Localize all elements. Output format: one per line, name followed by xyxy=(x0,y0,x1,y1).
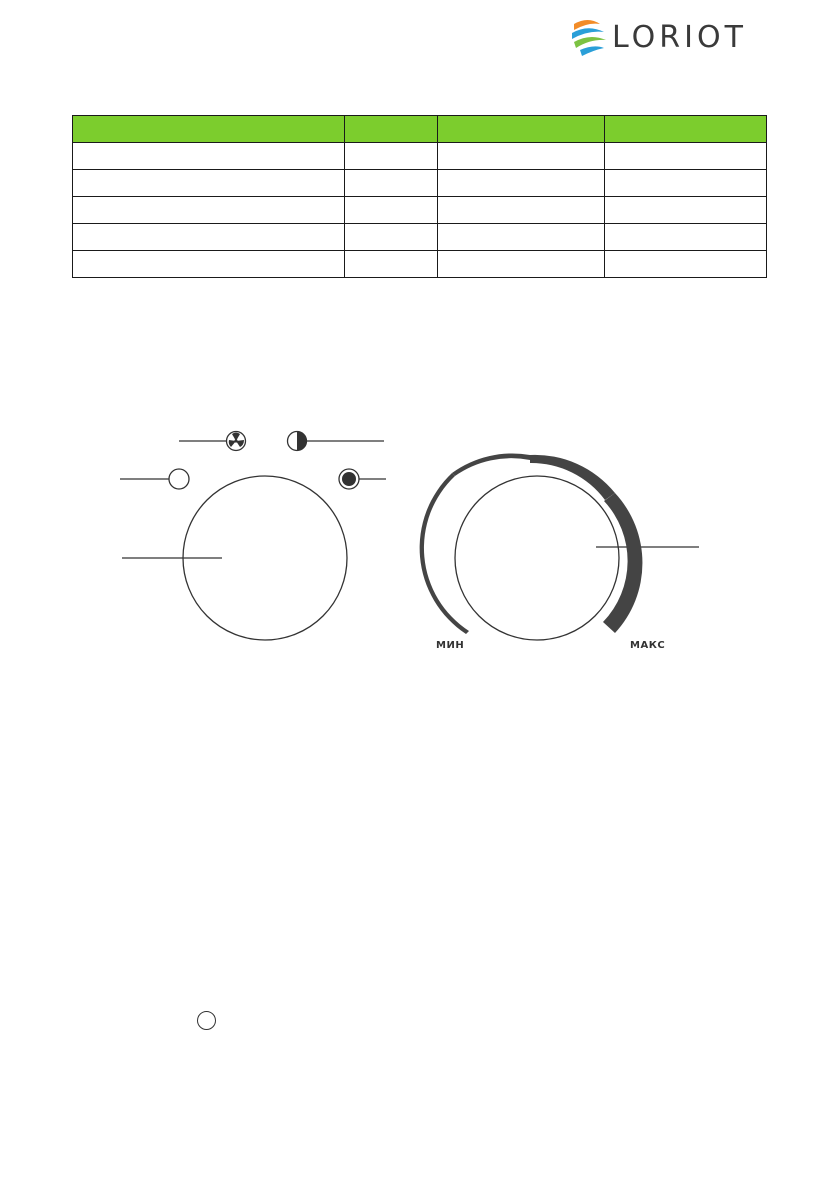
off-position-icon xyxy=(169,469,189,489)
off-legend-circle-icon xyxy=(197,1011,216,1030)
half-fill-icon xyxy=(297,432,307,451)
brand-wordmark: LORIOT xyxy=(612,20,747,55)
thermostat-max-label: МАКС xyxy=(630,640,666,651)
thermostat-scale-arc xyxy=(420,453,643,634)
full-fill-icon xyxy=(342,472,356,486)
fan-blades-icon xyxy=(229,433,244,448)
thermostat-knob[interactable] xyxy=(455,476,619,640)
thermostat-min-label: МИН xyxy=(436,640,465,651)
